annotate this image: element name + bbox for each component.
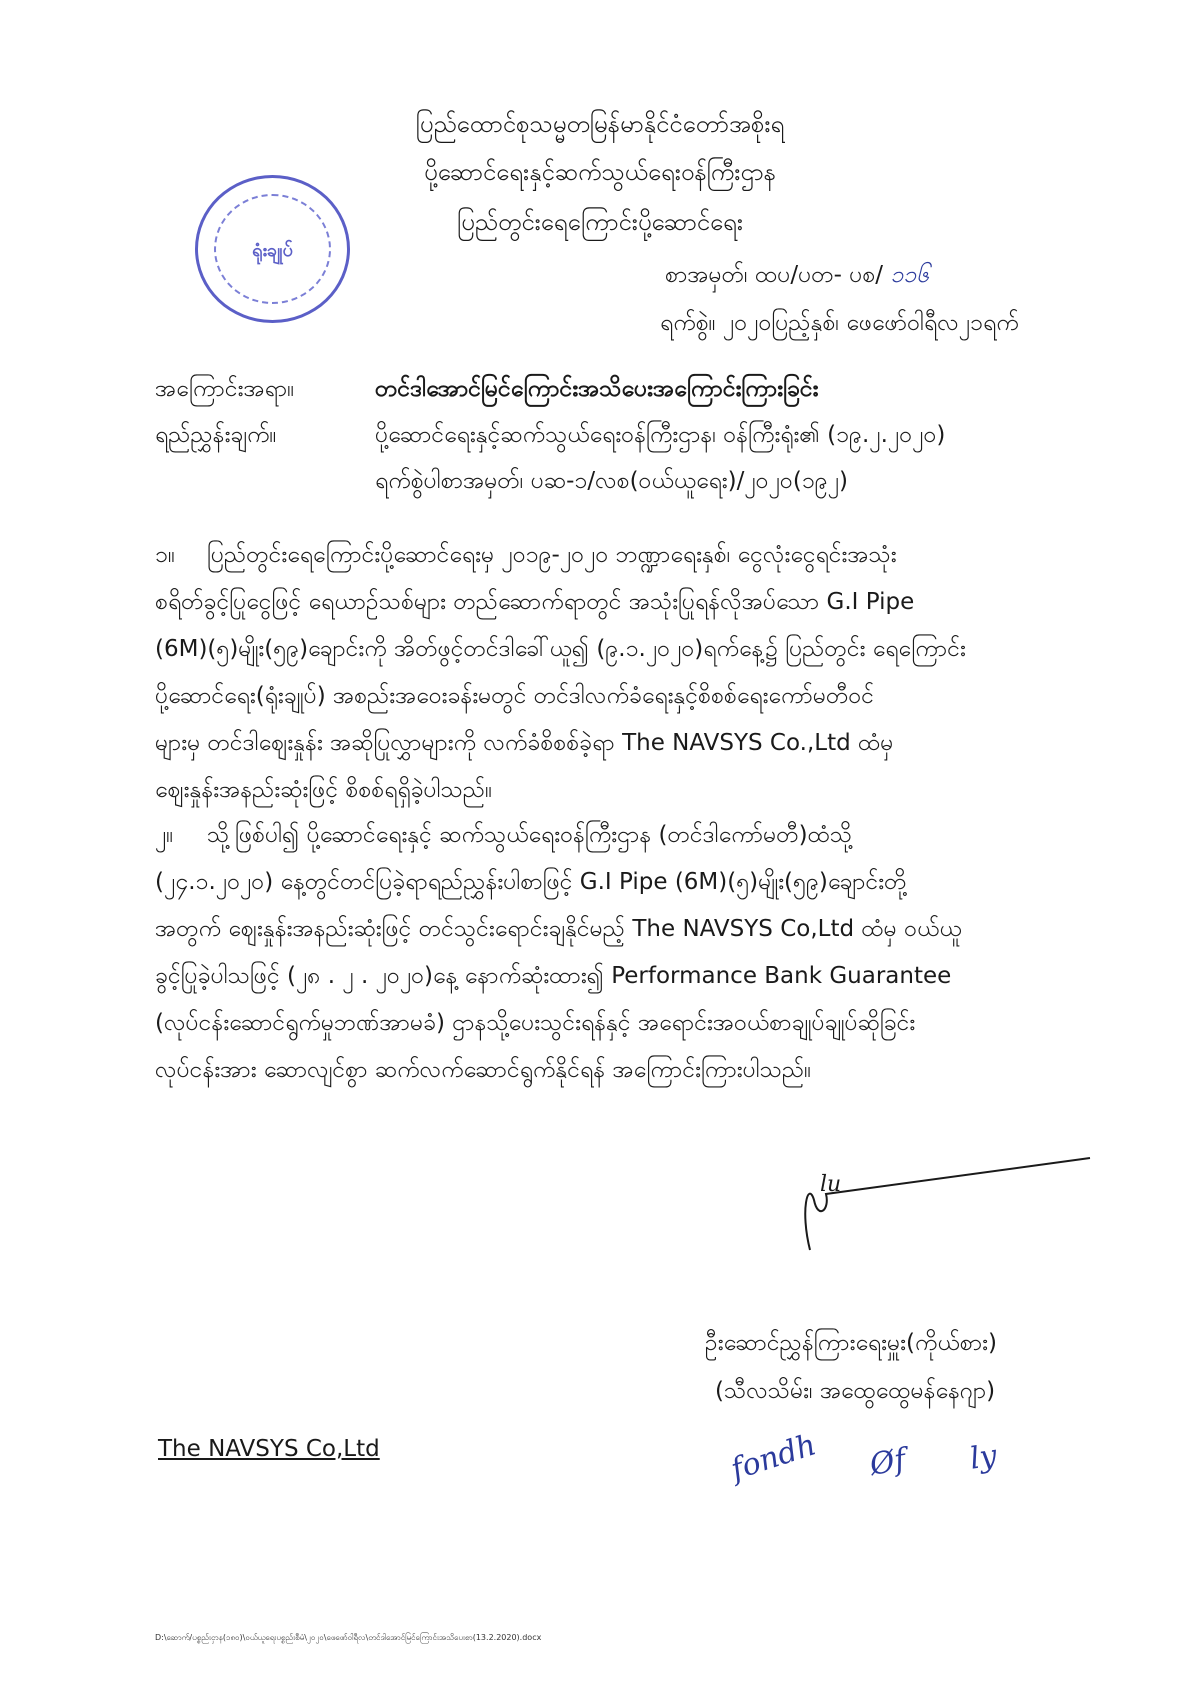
letterhead-line-3: ပြည်တွင်းရေကြောင်းပို့ဆောင်ရေး: [457, 208, 743, 236]
paragraph-line: များမှ တင်ဒါဈေးနှုန်း အဆိုပြုလွှာများကို လက်ခံစိစစ်ခဲ့ရာ The NAVSYS Co.,Ltd ထံမှ: [155, 730, 894, 756]
paragraph-line: ၂။ သို့ဖြစ်ပါ၍ ပို့ဆောင်ရေးနှင့် ဆက်သွယ်ရေးဝန်ကြီးဌာန (တင်ဒါကော်မတီ)ထံသို့: [155, 812, 1095, 859]
paragraph-2: [155, 812, 1095, 1094]
paragraph-line: ပို့ဆောင်ရေး(ရုံးချုပ်) အစည်းအဝေးခန်းမတွင် တင်ဒါလက်ခံရေးနှင့်စိစစ်ရေးကော်မတီဝင်: [155, 683, 875, 709]
reference-to-line-2: ရက်စွဲပါစာအမှတ်၊ ပဆ-၁/လစ(ဝယ်ယူရေး)/၂၀၂၀(၁၉၂): [375, 468, 848, 494]
paragraph-line: အတွက် ဈေးနှုန်းအနည်းဆုံးဖြင့် တင်သွင်းရောင်းချနိုင်မည့် The NAVSYS Co,Ltd ထံမှ ဝယ်ယူ: [155, 916, 962, 942]
handwritten-reference-number: ၁၁၆: [890, 262, 930, 288]
paragraph-line: (၂၄.၁.၂၀၂၀) နေ့တွင်တင်ပြခဲ့ရာရည်ညွှန်းပါစာဖြင့် G.I Pipe (6M)(၅)မျိုး(၅၉)ချောင်းတို့: [155, 869, 907, 895]
reference-to-line-1: ပို့ဆောင်ရေးနှင့်ဆက်သွယ်ရေးဝန်ကြီးဌာန၊ ဝန်ကြီးရုံး၏ (၁၉.၂.၂၀၂၀): [375, 422, 946, 448]
handwritten-initial-1: fondh: [726, 1427, 821, 1488]
subject-label: အကြောင်းအရာ။: [155, 376, 295, 402]
signatory-name: (သီလသိမ်း၊ အထွေထွေမန်နေဂျာ): [715, 1378, 996, 1404]
paragraph-line: ၁။ ပြည်တွင်းရေကြောင်းပို့ဆောင်ရေးမှ ၂၀၁၉-၂၀၂၀ ဘဏ္ဍာရေးနှစ်၊ ငွေလုံးငွေရင်းအသုံး: [155, 532, 1095, 579]
paragraph-line: ခွင့်ပြုခဲ့ပါသဖြင့် (၂၈ . ၂ . ၂၀၂၀)နေ့ နောက်ဆုံးထား၍ Performance Bank Guarantee: [155, 963, 952, 989]
reference-number: [665, 260, 929, 294]
paragraph-line: ဈေးနှုန်းအနည်းဆုံးဖြင့် စိစစ်ရရှိခဲ့ပါသည်။: [155, 777, 493, 803]
handwritten-initial-3: ly: [967, 1438, 999, 1477]
letter-date: ရက်စွဲ။ ၂၀၂၀ပြည့်နှစ်၊ ဖေဖော်ဝါရီလ၂၁ရက်: [660, 310, 1019, 336]
subject-text: တင်ဒါအောင်မြင်ကြောင်းအသိပေးအကြောင်းကြားခြင်း: [375, 376, 819, 402]
stamp-main-text: ရုံးချုပ်: [252, 240, 293, 261]
reference-label: စာအမှတ်၊ ထပ/ပတ- ပစ/: [665, 262, 884, 288]
footer-file-path: D:\ဆောက်/ပစ္စည်းငှာန(၁၈၀)\ဝယ်ယူရေးပစ္စည်းစီမံ\၂၀၂၀\ဖေဖော်ဝါရီလ\တင်ဒါအောင်မြင်ကြောင်းအသိပေးစာ(13.2.2020).docx: [155, 1633, 542, 1642]
signatory-title: ဦးဆောင်ညွှန်ကြားရေးမှူး(ကိုယ်စား): [705, 1330, 997, 1356]
letterhead-line-2: ပို့ဆောင်ရေးနှင့်ဆက်သွယ်ရေးဝန်ကြီးဌာန: [424, 158, 776, 186]
paragraph-line: (6M)(၅)မျိုး(၅၉)ချောင်းကို အိတ်ဖွင့်တင်ဒါခေါ်ယူ၍ (၉.၁.၂၀၂၀)ရက်နေ့၌ ပြည်တွင်း ရေကြောင်း: [155, 636, 966, 662]
letterhead-line-1: ပြည်ထောင်စုသမ္မတမြန်မာနိုင်ငံတော်အစိုးရ: [415, 110, 785, 138]
signature-mark: [790, 1150, 1120, 1270]
recipient-company: The NAVSYS Co,Ltd: [158, 1436, 380, 1462]
paragraph-number: ၁။: [155, 542, 175, 568]
paragraph-line: စရိတ်ခွင့်ပြုငွေဖြင့် ရေယာဉ်သစ်များ တည်ဆောက်ရာတွင် အသုံးပြုရန်လိုအပ်သော G.I Pipe: [155, 589, 915, 615]
official-seal-stamp: [195, 175, 350, 323]
paragraph-line: (လုပ်ငန်းဆောင်ရွက်မှုဘဏ်အာမခံ) ဌာနသို့ပေးသွင်းရန်နှင့် အရောင်းအဝယ်စာချုပ်ချုပ်ဆိုခြင်း: [155, 1010, 916, 1036]
handwritten-initial-2: Øf: [867, 1442, 909, 1483]
reference-to-label: ရည်ညွှန်းချက်။: [155, 422, 277, 448]
signature-initial: lu: [820, 1172, 842, 1197]
paragraph-1: [155, 532, 1095, 814]
paragraph-line: လုပ်ငန်းအား ဆောလျင်စွာ ဆက်လက်ဆောင်ရွက်နိုင်ရန် အကြောင်းကြားပါသည်။: [155, 1057, 812, 1083]
paragraph-number: ၂။: [155, 822, 174, 848]
